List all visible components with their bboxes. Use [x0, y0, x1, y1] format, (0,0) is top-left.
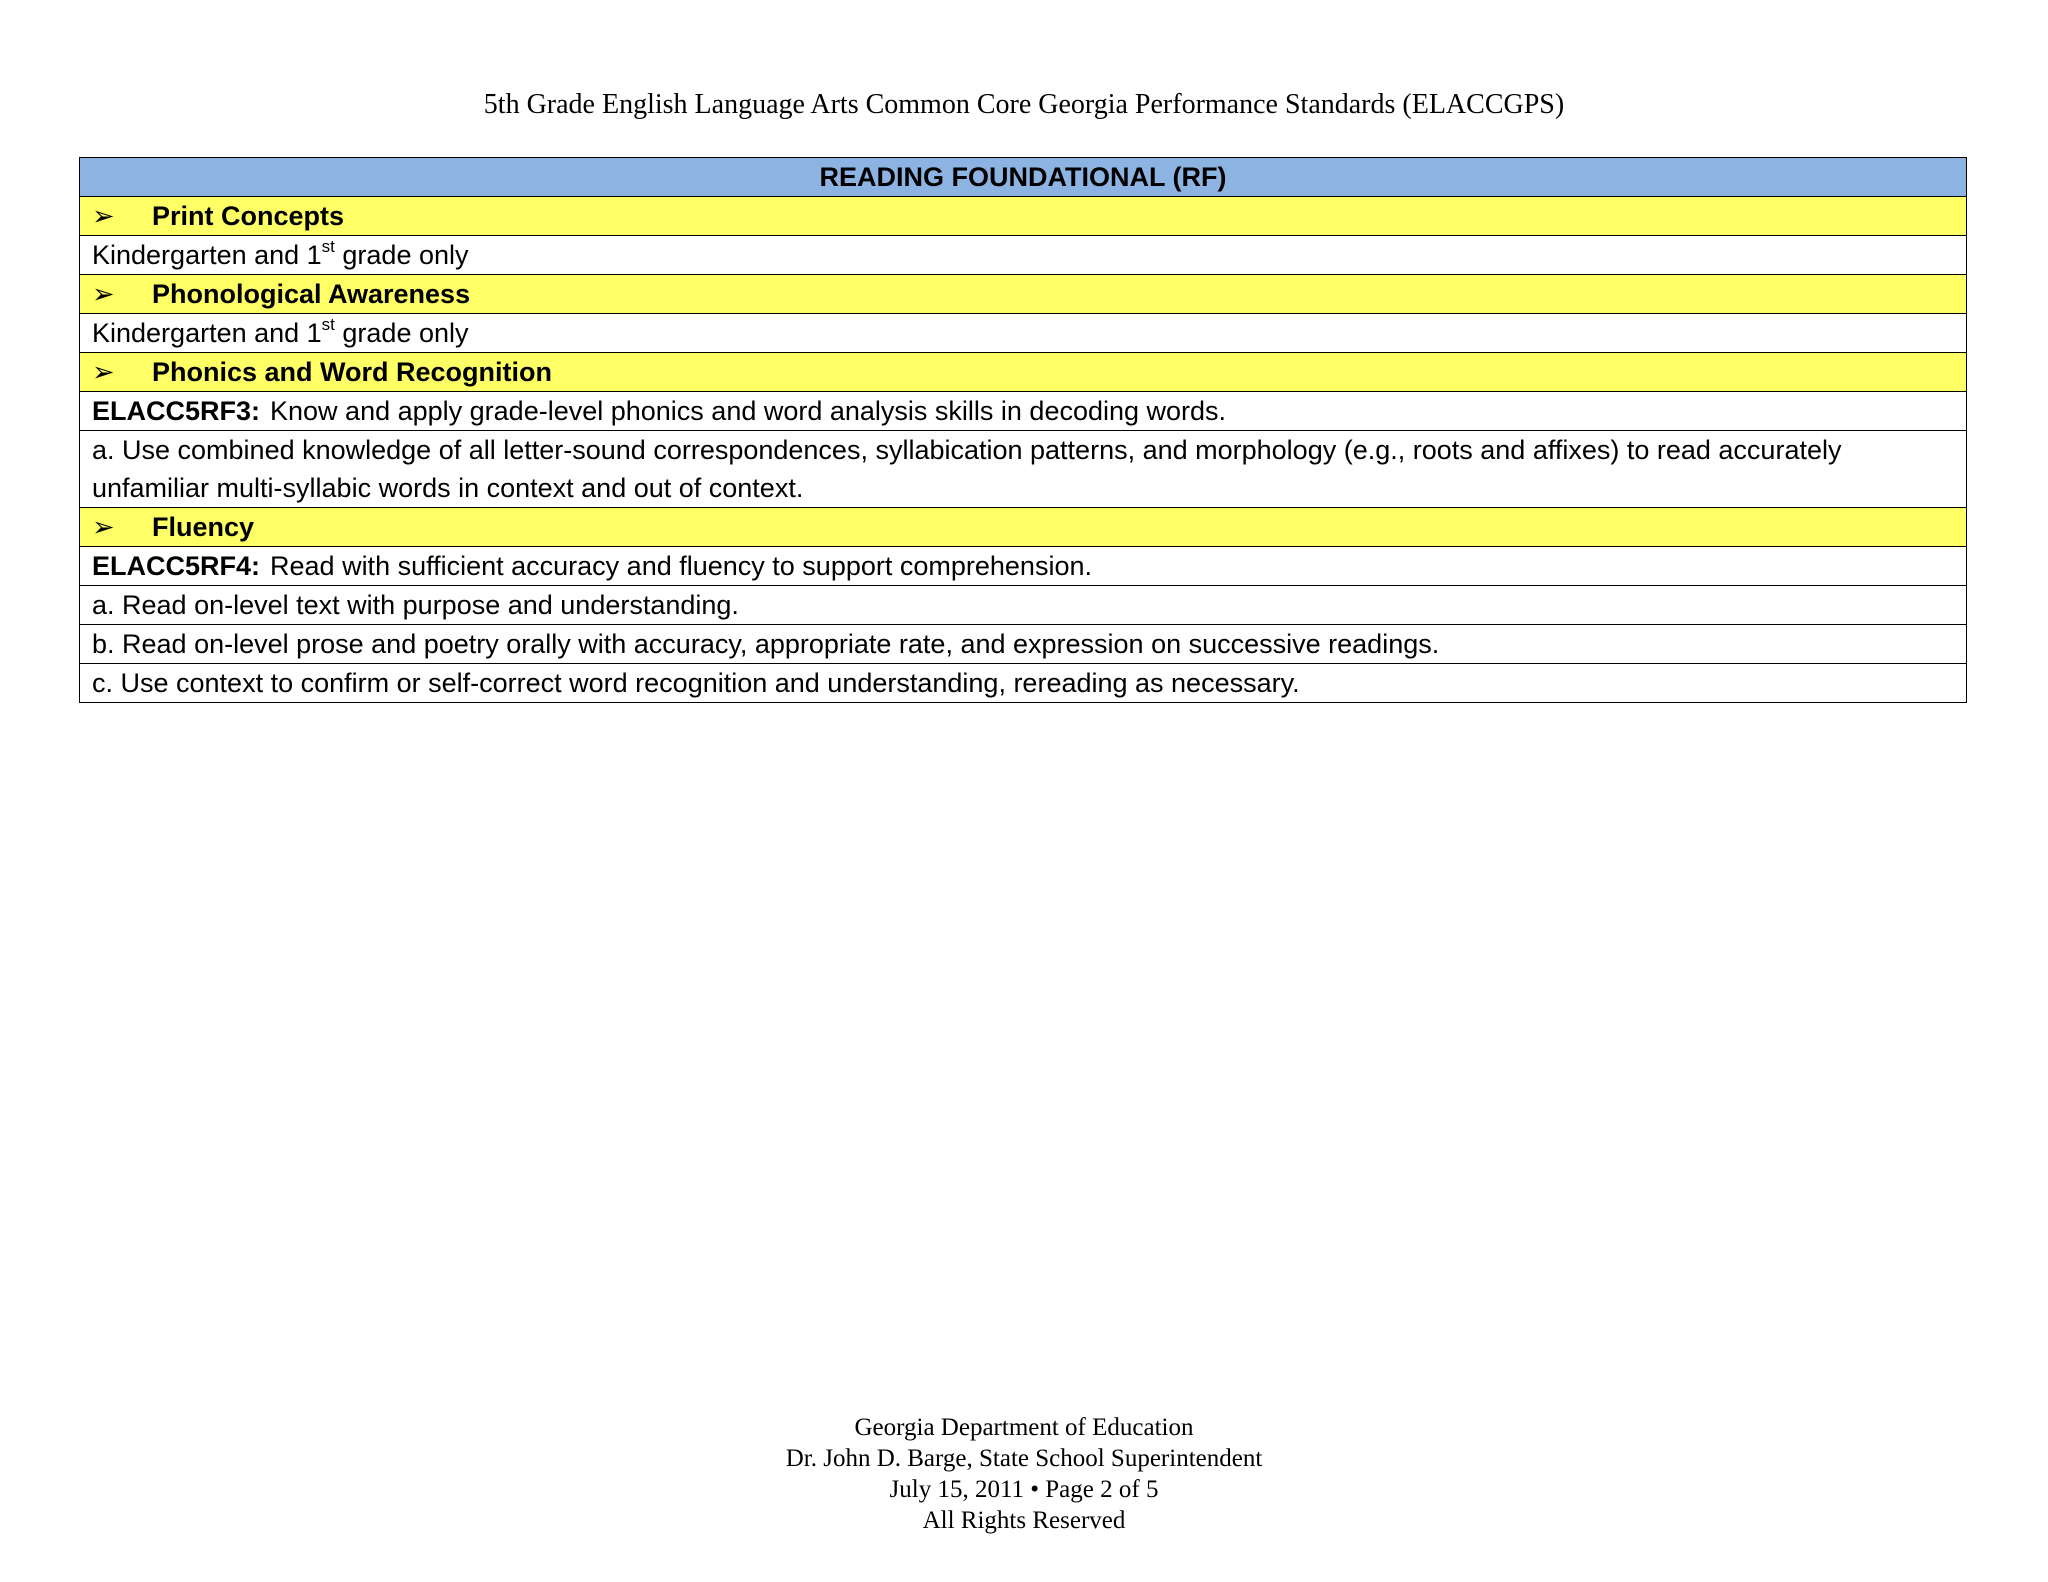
strand-header: READING FOUNDATIONAL (RF)	[80, 158, 1967, 197]
section-heading-label: Phonics and Word Recognition	[152, 357, 553, 387]
grade-note-prefix: Kindergarten and 1	[92, 240, 322, 270]
section-row-fluency	[80, 508, 1967, 547]
arrow-bullet-icon: ➢	[92, 512, 115, 542]
section-row-phonological-awareness	[80, 275, 1967, 314]
section-heading	[80, 353, 1967, 392]
page-footer	[0, 1412, 2048, 1536]
section-heading-label: Fluency	[152, 512, 255, 542]
standard-element: a. Use combined knowledge of all letter-sound correspondences, syllabication patterns, and morphology (e.g., roots and affixes) to read accurately unfamiliar multi-syllabic words in context and out of context.	[80, 431, 1967, 508]
section-row-print-concepts	[80, 197, 1967, 236]
section-heading	[80, 508, 1967, 547]
section-heading	[80, 197, 1967, 236]
grade-note	[80, 314, 1967, 353]
section-heading-label: Print Concepts	[152, 201, 345, 231]
section-heading-label: Phonological Awareness	[152, 279, 471, 309]
footer-rights: All Rights Reserved	[922, 1507, 1126, 1534]
grade-note-prefix: Kindergarten and 1	[92, 318, 322, 348]
footer-superintendent: Dr. John D. Barge, State School Superintendent	[785, 1445, 1263, 1472]
table-row	[80, 431, 1967, 508]
standard-code: ELACC5RF4:	[92, 551, 261, 581]
footer-department: Georgia Department of Education	[854, 1414, 1194, 1441]
table-row	[80, 664, 1967, 703]
grade-note-suffix: grade only	[334, 240, 469, 270]
grade-note	[80, 236, 1967, 275]
ordinal-superscript: st	[321, 315, 335, 334]
table-row	[80, 547, 1967, 586]
arrow-bullet-icon: ➢	[92, 357, 115, 387]
standard-element: c. Use context to confirm or self-correct word recognition and understanding, rereading as necessary.	[80, 664, 1967, 703]
standard-code: ELACC5RF3:	[92, 396, 261, 426]
table-row	[80, 236, 1967, 275]
standards-table	[79, 157, 1967, 703]
footer-date-page: July 15, 2011 • Page 2 of 5	[889, 1476, 1159, 1503]
table-row	[80, 625, 1967, 664]
standard-text: Know and apply grade-level phonics and word analysis skills in decoding words.	[270, 396, 1227, 426]
arrow-bullet-icon: ➢	[92, 201, 115, 231]
standard-text: Read with sufficient accuracy and fluency to support comprehension.	[270, 551, 1092, 581]
table-row	[80, 314, 1967, 353]
document-title: 5th Grade English Language Arts Common Core Georgia Performance Standards (ELACCGPS)	[483, 89, 1565, 120]
grade-note-suffix: grade only	[334, 318, 469, 348]
standard-element: a. Read on-level text with purpose and understanding.	[80, 586, 1967, 625]
ordinal-superscript: st	[321, 237, 335, 256]
arrow-bullet-icon: ➢	[92, 279, 115, 309]
table-header-row	[80, 158, 1967, 197]
section-row-phonics	[80, 353, 1967, 392]
table-row	[80, 392, 1967, 431]
table-row	[80, 586, 1967, 625]
section-heading	[80, 275, 1967, 314]
standard-statement	[80, 392, 1967, 431]
standard-element: b. Read on-level prose and poetry orally with accuracy, appropriate rate, and expression on successive readings.	[80, 625, 1967, 664]
standard-statement	[80, 547, 1967, 586]
